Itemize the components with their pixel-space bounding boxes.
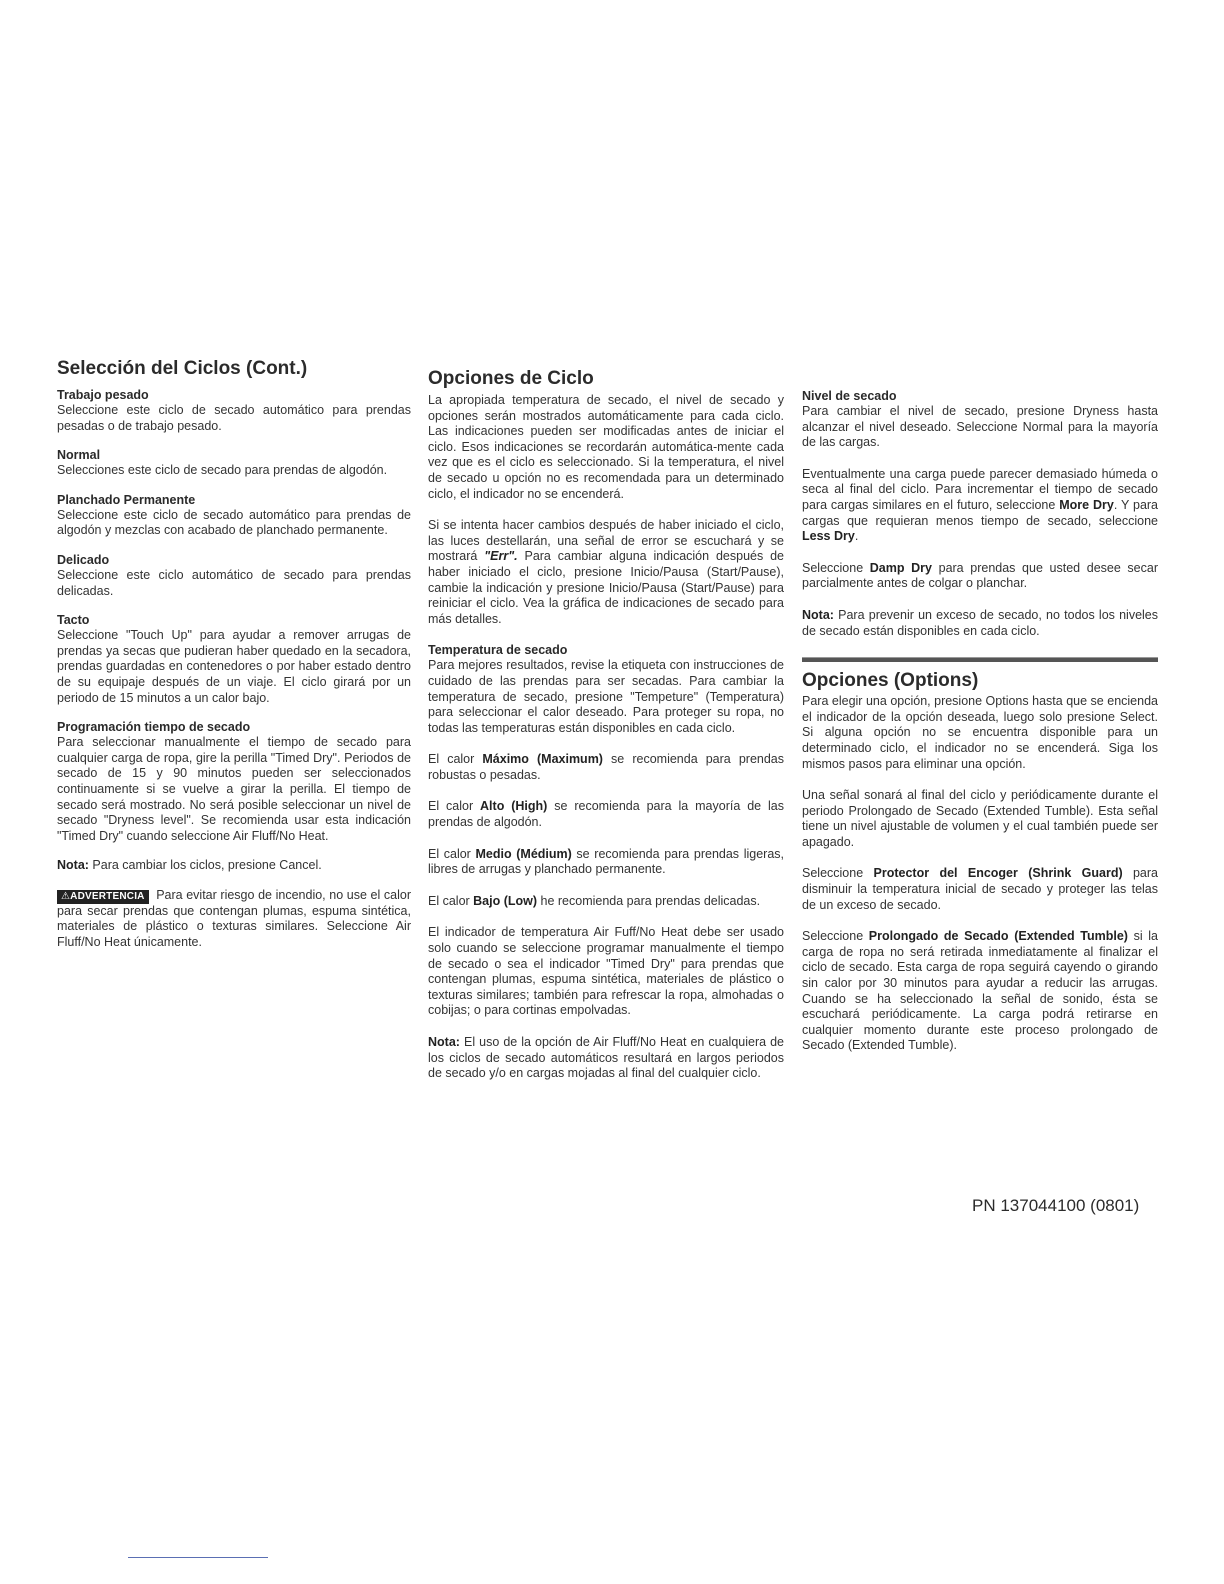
warning-paragraph	[57, 888, 411, 951]
heat-max-label: Máximo (Maximum)	[482, 752, 603, 767]
heat-medium	[428, 847, 784, 878]
more-less-dry-text	[802, 467, 1158, 545]
normal-text: Selecciones este ciclo de secado para prendas de algodón.	[57, 463, 388, 478]
dry-temp-block	[428, 643, 784, 736]
shrink-guard-text	[802, 866, 1158, 913]
heat-low-a: El calor	[428, 893, 474, 908]
touch-up-block	[57, 613, 411, 706]
cycle-options-error-text	[428, 518, 784, 627]
warning-text: Para evitar riesgo de incendio, no use el calor para secar prendas que contengan plumas, espuma sintética, materiales de plástico o texturas similares. Seleccione Air Fluff/No Heat únicamente.	[57, 887, 411, 950]
note-air-fluff	[428, 1035, 784, 1082]
column-dryness-options	[802, 389, 1158, 1068]
dryness-level-text: Para cambiar el nivel de secado, presione Dryness hasta alcanzar el nivel deseado. Seleccione Normal para la mayoría de las cargas.	[802, 404, 1158, 450]
error-text-a: Si se intenta hacer cambios después de haber iniciado el ciclo, las luces destellarán, una señal de error se escuchará y se mostrará	[428, 518, 784, 564]
section-title-options: Opciones (Options)	[802, 670, 979, 692]
heat-high	[428, 799, 784, 830]
heat-max-c: se recomienda para prendas robustas o pesadas.	[428, 752, 785, 782]
note-dryness-text: Para prevenir un exceso de secado, no todos los niveles de secado están disponibles en cada ciclo.	[802, 607, 1158, 638]
section-title-cycle-selection: Selección del Ciclos (Cont.)	[57, 358, 308, 379]
options-intro: Para elegir una opción, presione Options hasta que se encienda el indicador de la opción deseada, luego solo presione Select. Si alguna opción no se encuentra disponible para un determinado ciclo, el indicador no se encenderá. Siga los mismos pasos para eliminar una opción.	[802, 694, 1158, 771]
shrink-guard-label: Protector del Encoger (Shrink Guard)	[873, 866, 1123, 881]
timed-dry-heading: Programación tiempo de secado	[57, 720, 251, 735]
heat-medium-label: Medio (Médium)	[475, 846, 572, 861]
warning-badge: ⚠ADVERTENCIA	[57, 890, 149, 904]
part-number: PN 137044100 (0801)	[972, 1196, 1140, 1215]
heavy-duty-text: Seleccione este ciclo de secado automático para prendas pesadas o de trabajo pesado.	[57, 403, 411, 433]
evt-c: . Y para cargas que requieran menos tiempo de secado, seleccione	[802, 497, 1159, 528]
err-code: "Err".	[484, 549, 518, 564]
note-dryness	[802, 608, 1158, 639]
heavy-duty-heading: Trabajo pesado	[57, 388, 149, 402]
normal-heading: Normal	[57, 448, 101, 463]
cycle-options-intro: La apropiada temperatura de secado, el nivel de secado y opciones serán mostrados automáticamente para cada ciclo. Las indicaciones pueden ser modificadas antes de iniciar el ciclo. Esos indicaciones se recordarán automática-mente cada vez que es el ciclo es seleccionado. Si la temperatura, el nivel de secado u opción no es recomendada para un determinado ciclo, el indicador no se encenderá.	[428, 393, 784, 501]
heat-high-a: El calor	[428, 799, 481, 814]
normal-block	[57, 448, 411, 479]
section-title-cycle-options: Opciones de Ciclo	[428, 368, 594, 389]
shrink-c: para disminuir la temperatura inicial de secado y proteger las telas de un exceso de secado.	[802, 866, 1158, 912]
extended-tumble-text	[802, 929, 1158, 1054]
note-label-3: Nota:	[802, 607, 834, 622]
note-cancel	[57, 858, 411, 874]
evt-a: Eventualmente una carga puede parecer demasiado húmeda o seca al final del ciclo. Para incrementar el tiempo de secado para cargas similares en el futuro, seleccione	[802, 466, 1158, 512]
timed-dry-block	[57, 720, 411, 844]
dryness-level-block	[802, 389, 1158, 451]
ext-a: Seleccione	[802, 929, 869, 944]
dry-temp-heading: Temperatura de secado	[428, 643, 568, 658]
heat-medium-c: se recomienda para prendas ligeras, libres de arrugas y planchado permanente.	[428, 846, 784, 877]
damp-a: Seleccione	[802, 560, 870, 575]
touch-up-heading: Tacto	[57, 613, 90, 628]
column-cycle-options	[428, 368, 784, 1096]
heavy-duty-block	[57, 388, 411, 434]
heat-low-c: he recomienda para prendas delicadas.	[537, 893, 761, 908]
section-divider	[802, 657, 1158, 662]
damp-dry-label: Damp Dry	[869, 560, 932, 575]
shrink-a: Seleccione	[802, 866, 874, 881]
damp-dry-text	[802, 561, 1158, 592]
note-cancel-text: Para cambiar los ciclos, presione Cancel.	[88, 858, 322, 873]
delicate-heading: Delicado	[57, 552, 110, 567]
heat-high-c: se recomienda para la mayoría de las prendas de algodón.	[428, 799, 784, 830]
bottom-rule	[128, 1557, 268, 1558]
permanent-press-block	[57, 493, 411, 539]
heat-high-label: Alto (High)	[480, 799, 548, 814]
column-cycle-selection	[57, 358, 411, 965]
ext-c: si la carga de ropa no será retirada inmediatamente al finalizar el ciclo de secado. Esta carga de ropa seguirá cayendo o girando sin calor por 30 minutos para ayudar a reducir las arrugas. Cuando se ha seleccionado la señal de sonido, ésta se escuchará periódicamente. La carga podrá retirarse en cualquier momento durante este proceso prolongado de Secado (Extended Tumble).	[802, 929, 1159, 1053]
air-fluff-text: El indicador de temperatura Air Fuff/No Heat debe ser usado solo cuando se seleccione programar manualmente el tiempo de secado o sea el indicador "Timed Dry" para prendas que contengan plumas, espuma sintética, materiales de plástico o texturas similares; también para refrescar la ropa, almohadas o cobijas; o para cortinas empolvadas.	[428, 925, 784, 1018]
extended-tumble-label: Prolongado de Secado (Extended Tumble)	[868, 929, 1128, 944]
permanent-press-heading: Planchado Permanente	[57, 492, 196, 507]
error-text-b: Para cambiar alguna indicación después de haber iniciado el ciclo, presione Inicio/Pausa (Start/Pause), cambie la indicación y presione Inicio/Pausa (Start/Pause) para reiniciar el ciclo. Vea la gráfica de indicaciones de secado para más detalles.	[428, 549, 784, 626]
heat-max-a: El calor	[428, 752, 483, 767]
damp-c: para prendas que usted desee secar parcialmente antes de colgar o planchar.	[802, 560, 1158, 591]
signal-text: Una señal sonará al final del ciclo y periódicamente durante el periodo Prolongado de Secado (Extended Tumble). Esta señal tiene un nivel ajustable de volumen y el cual también puede ser apagado.	[802, 788, 1158, 849]
delicate-block	[57, 553, 411, 599]
heat-low-label: Bajo (Low)	[473, 893, 538, 908]
dry-temp-text: Para mejores resultados, revise la etiqueta con instrucciones de cuidado de las prendas para ser secadas. Para cambiar la temperatura de secado, presione "Tempeture" (Temperatura) para seleccionar el calor deseado. Para proteger su ropa, no todas las temperaturas están disponibles en cada ciclo.	[428, 658, 784, 735]
less-dry-label: Less Dry	[802, 529, 855, 544]
delicate-text: Seleccione este ciclo automático de secado para prendas delicadas.	[57, 567, 411, 598]
dryness-level-heading: Nivel de secado	[802, 389, 897, 403]
evt-e: .	[854, 529, 859, 544]
heat-maximum	[428, 752, 784, 783]
permanent-press-text: Seleccione este ciclo de secado automático para prendas de algodón y mezclas con acabado de planchado permanente.	[57, 507, 411, 538]
note-label-2: Nota:	[428, 1035, 460, 1049]
more-dry-label: More Dry	[1059, 497, 1114, 512]
note-air-fluff-text: El uso de la opción de Air Fluff/No Heat en cualquiera de los ciclos de secado automáticos resultará en largos periodos de secado y/o en cargas mojadas al final del cualquier ciclo.	[428, 1035, 784, 1081]
touch-up-text: Seleccione "Touch Up" para ayudar a remover arrugas de prendas ya secas que pudieran haber quedado en la secadora, prendas guardadas en contenedores o por haber estado dentro de su equipaje después de un viaje. El ciclo girará por un periodo de 15 minutos a un calor bajo.	[57, 628, 411, 705]
heat-low	[428, 894, 784, 910]
note-label: Nota:	[57, 858, 89, 873]
heat-medium-a: El calor	[428, 846, 476, 861]
timed-dry-text: Para seleccionar manualmente el tiempo de secado para cualquier carga de ropa, gire la perilla "Timed Dry". Periodos de secado de 15 y 90 minutos pueden ser seleccionados continuamente si se vuelve a girar la perilla. El tiempo de secado será mostrado. No será posible seleccionar un nivel de secado "Dryness level". Se recomienda usar esta indicación "Timed Dry" cuando seleccione Air Fluff/No Heat.	[57, 735, 411, 843]
